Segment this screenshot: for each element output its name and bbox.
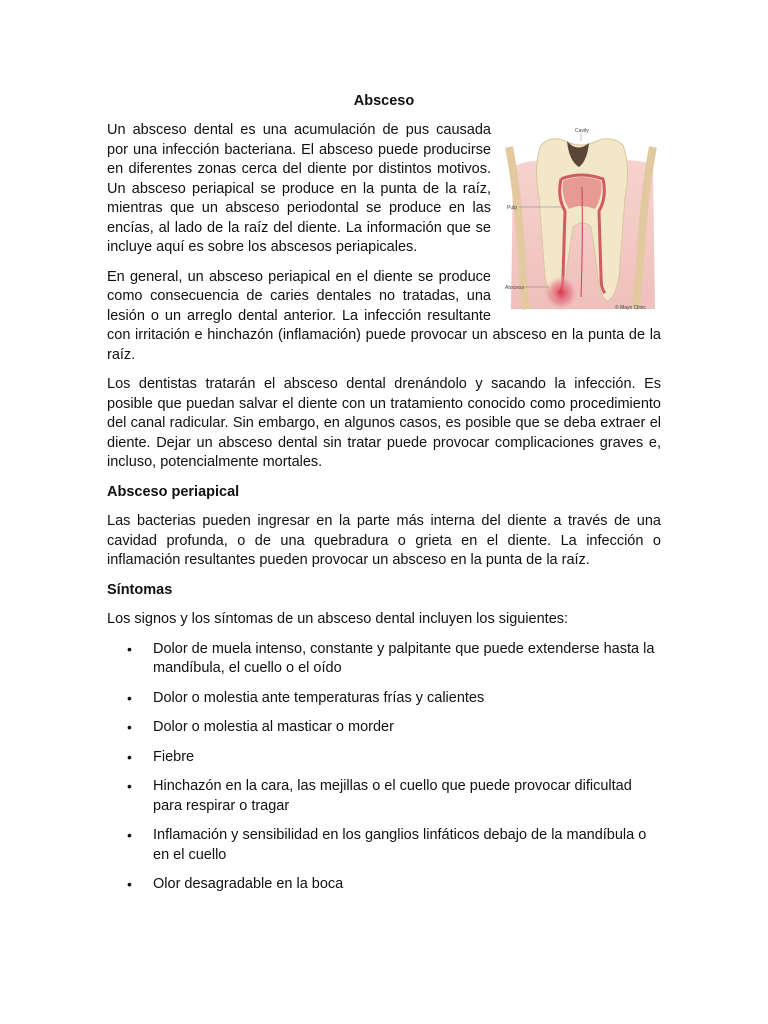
list-item-text: Dolor o molestia ante temperaturas frías y calientes [153,689,485,706]
symptoms-intro: Los signos y los síntomas de un absceso dental incluyen los siguientes: [107,611,569,627]
bullet: • [127,876,132,892]
figure-credit: © Mayo Clinic [615,305,646,311]
periapical-paragraph: Las bacterias pueden ingresar en la parte más interna del diente a través de una cavidad profunda, o de una quebradura o grieta en el diente. La infección o inflamación resultantes pueden provocar un absceso en la punta de la raíz. [107,513,661,568]
list-item [107,718,661,738]
bullet: • [127,748,132,765]
list-item [107,875,661,895]
list-item-text: Hinchazón en la cara, las mejillas o el cuello que puede provocar dificultad para respirar o tragar [153,778,632,814]
list-item-text: Dolor de muela intenso, constante y palpitante que puede extenderse hasta la mandíbula, el cuello o el oído [153,640,655,676]
document-body [107,121,661,905]
label-cavity: Cavity [575,128,589,134]
label-abscess: Abscess [505,285,524,291]
bullet: • [127,719,132,735]
list-item [107,826,661,865]
list-item [107,689,661,709]
list-item-text: Olor desagradable en la boca [153,876,344,892]
intro-paragraph-3: Los dentistas tratarán el absceso dental drenándolo y sacando la infección. Es posible que puedan salvar el diente con un tratamiento conocido como procedimiento del canal radicular. Sin embargo, en algunos casos, es posible que se deba extraer el diente. Dejar un absceso dental sin tratar puede provocar complicaciones graves e, incluso, potencialmente mortales. [107,376,661,470]
list-item [107,640,661,679]
list-item [107,748,661,768]
label-pulp: Pulp [507,205,518,211]
bullet: • [127,689,132,706]
symptoms-list [107,640,661,895]
list-item-text: Inflamación y sensibilidad en los ganglios linfáticos debajo de la mandíbula o en el cuello [153,827,647,863]
page-title: Absceso [353,93,415,109]
heading-symptoms: Síntomas [107,581,173,598]
tooth-abscess-illustration [503,127,661,313]
bullet: • [127,827,132,843]
list-item-text: Fiebre [153,748,195,765]
intro-paragraph-2: En general, un absceso periapical en el diente se produce como consecuencia de caries dentales no tratadas, una lesión o un arreglo dental anterior. La infección resultante con irritación e hinchazón (inflamación) puede provocar un absceso en la punta de la raíz. [107,268,661,363]
list-item-text: Dolor o molestia al masticar o morder [153,719,394,735]
heading-periapical: Absceso periapical [107,483,240,500]
intro-paragraph-1-text: Un absceso dental es una acumulación de pus causada por una infección bacteriana. El absceso puede producirse en diferentes zonas cerca del diente por distintos motivos. Un absceso periapical se produce en la punta de la raíz, mientras que un absceso periodontal se produce en las encías, al lado de la raíz del diente. La información que se incluye aquí es sobre los abscesos periapicales. [107,122,491,255]
intro-paragraph-1 [107,121,661,311]
list-item [107,777,661,816]
bullet: • [127,640,132,657]
bullet: • [127,778,132,794]
